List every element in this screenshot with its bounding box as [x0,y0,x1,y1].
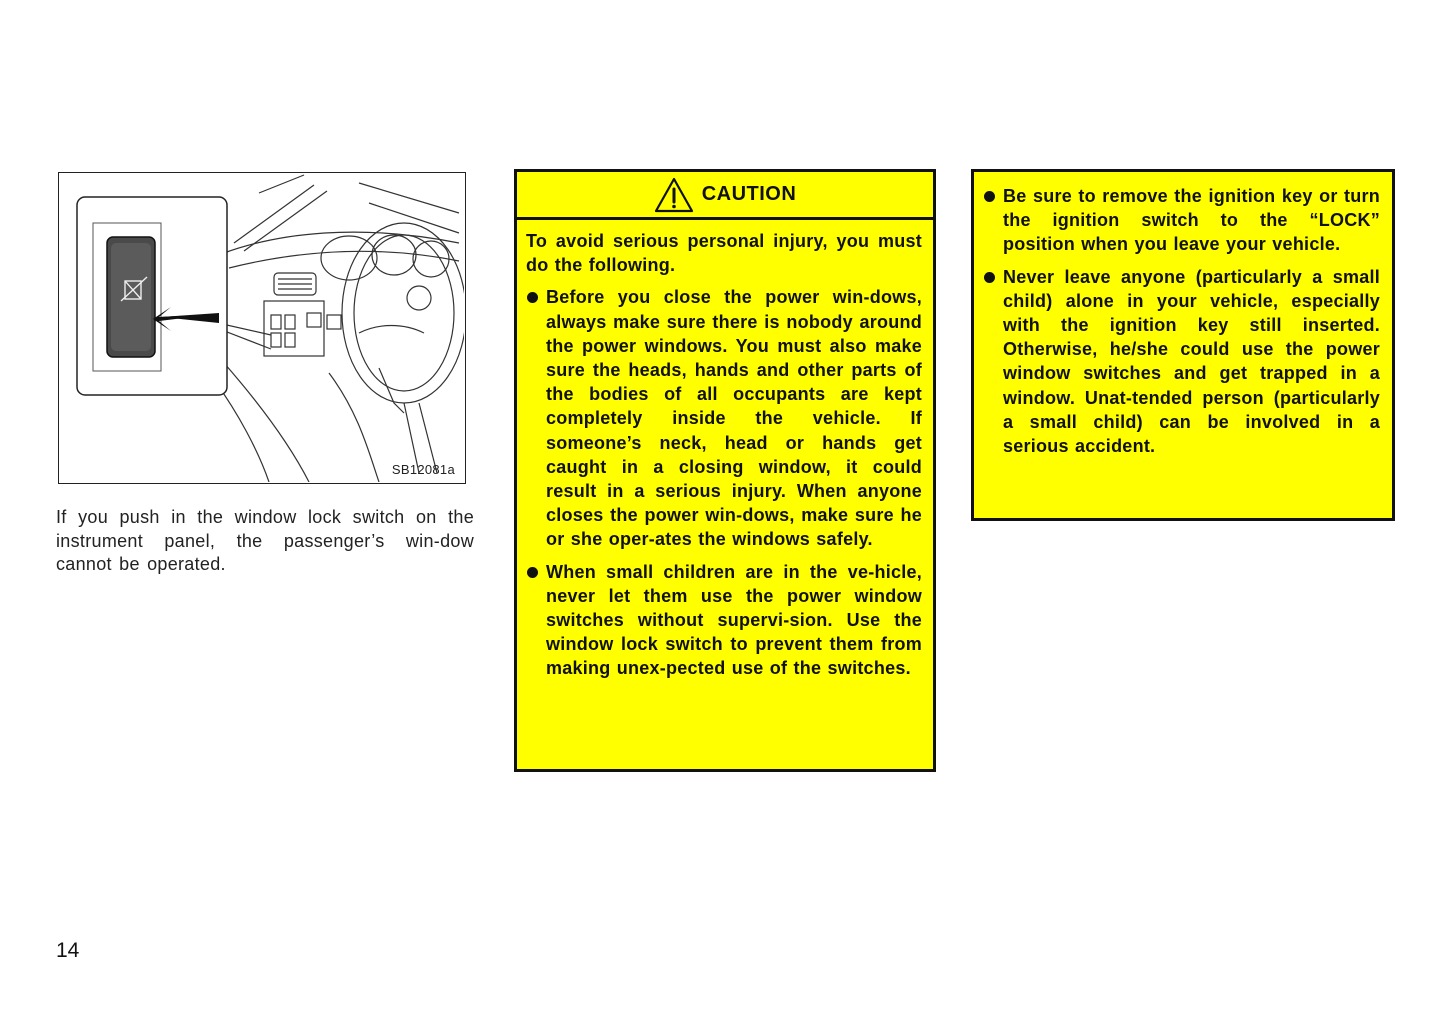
warning-triangle-icon [654,177,694,213]
caution-continued-body [974,172,1392,458]
caution-bullet-text: Never leave anyone (particularly a small child) alone in your vehicle, especially with the ignition key still inserted. Otherwise, he/she could use the power window switches and get trapped in a window. Unat-tended person (particularly a small child) can be involved in a serious accident. [1003,266,1380,457]
caution-title: CAUTION [701,183,797,205]
caution-bullet-item [526,560,922,681]
figure-caption [56,506,474,577]
figure-code: SB12081a [391,462,455,477]
caution-bullet-item [526,285,922,551]
caution-bullet-text: When small children are in the ve-hicle, never let them use the power window switches without supervi-sion. Use the window lock switch to prevent them from making unex-pected use of the switches. [546,561,922,679]
caution-bullet-item [983,184,1380,257]
bullet-dot-icon [527,292,538,303]
caution-header [517,172,933,220]
window-lock-figure [58,172,466,484]
bullet-dot-icon [984,272,995,283]
caution-box [514,169,936,772]
caution-bullet-text: Before you close the power win-dows, always make sure there is nobody around the power windows. You must also make sure the heads, hands and other parts of the bodies of all occupants are kept completely inside the vehicle. If someone’s neck, head or hands get caught in a closing window, it could result in a serious injury. When anyone closes the power win-dows, make sure he or she oper-ates the windows safely. [546,287,922,550]
caption-text: If you push in the window lock switch on the instrument panel, the passenger’s win-dow cannot be operated. [56,507,474,574]
page-number: 14 [56,939,80,962]
window-lock-switch-illustration [59,173,464,482]
caution-intro: To avoid serious personal injury, you must do the following. [526,231,922,276]
bullet-dot-icon [527,567,538,578]
caution-bullet-text: Be sure to remove the ignition key or turn the ignition switch to the “LOCK” position when you leave your vehicle. [1003,186,1380,255]
caution-bullet-item [983,265,1380,459]
caution-continued-box [971,169,1395,521]
caution-body [517,220,933,681]
bullet-dot-icon [984,191,995,202]
